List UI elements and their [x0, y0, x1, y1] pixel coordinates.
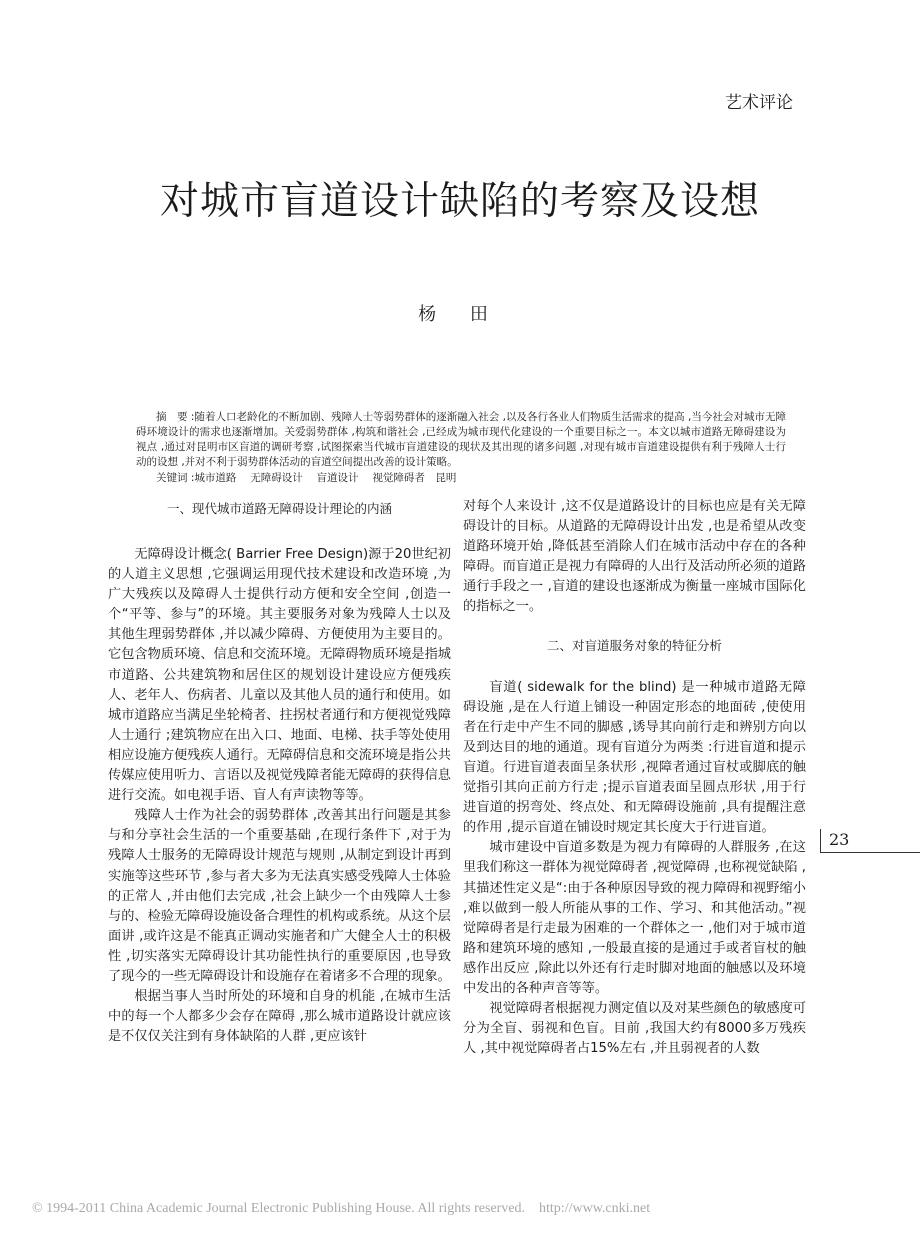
paragraph: 视觉障碍者根据视力测定值以及对某些颜色的敏感度可分为全盲、弱视和色盲。目前 ,我国大约有8000多万残疾人 ,其中视觉障碍者占15%左右 ,并且弱视者的人数: [463, 1001, 806, 1057]
paragraph: 残障人士作为社会的弱势群体 ,改善其出行问题是其参与和分享社会生活的一个重要基础 ,在现行条件下 ,对于为残障人士服务的无障碍设计规范与规则 ,从制定到设计再到实施等这些环节 ,参与者大多为无法真实感受残障人士体验的正常人 ,并由他们去完成 ,社会上缺少一个由残障人士参与的、检验无障碍设施设备合理性的机构或系统。从这个层面讲 ,或许这是不能真正调动实施者和广大健全人士的积极性 ,切实落实无障碍设计其功能性执行的重要原因 ,也导致了现今的一些无障碍设计和设施存在着诸多不合理的现象。: [108, 808, 451, 984]
page-number: 23: [820, 829, 920, 853]
section-heading-2: 二、对盲道服务对象的特征分析: [546, 637, 722, 653]
article-author: 杨 田: [418, 304, 502, 325]
paragraph: 城市建设中盲道多数是为视力有障碍的人群服务 ,在这里我们称这一群体为视觉障碍者 ,视觉障碍 ,也称视觉缺陷 ,其描述性定义是“:由于各种原因导致的视力障碍和视野缩小 ,难以做到一般人所能从事的工作、学习、和其他活动。”视觉障碍者是行走最为困难的一个群体之一 ,他们对于城市道路和建筑环境的感知 ,一般最直接的是通过手或者盲杖的触感作出反应 ,除此以外还有行走时脚对地面的触感以及环境中发出的各种声音等等。: [463, 840, 806, 996]
keywords: 关键词 :城市道路 无障碍设计 盲道设计 视觉障碍者 昆明: [156, 472, 457, 484]
abstract: 摘 要 :随着人口老龄化的不断加剧、残障人士等弱势群体的逐渐融入社会 ,以及各行各业人们物质生活需求的提高 ,当今社会对城市无障碍环境设计的需求也逐渐增加。关爱弱势群体 ,构筑和谐社会 ,已经成为城市现代化建设的一个重要目标之一。本文以城市道路无障碍建设为视点 ,通过对昆明市区盲道的调研考察 ,试图探索当代城市盲道建设的现状及其出现的诸多问题 ,对现有城市盲道建设提供有利于残障人士行动的设想 ,并对不利于弱势群体活动的盲道空间提出改善的设计策略。: [136, 411, 786, 468]
paragraph: 根据当事人当时所处的环境和自身的机能 ,在城市生活中的每一个人都多少会存在障碍 ,那么城市道路设计就应该是不仅仅关注到有身体缺陷的人群 ,更应该针: [108, 989, 451, 1045]
right-column: [463, 497, 806, 1059]
section-tag: 艺术评论: [725, 93, 793, 113]
section-heading-1: 一、现代城市道路无障碍设计理论的内涵: [166, 501, 392, 516]
copyright-notice: © 1994-2011 China Academic Journal Electronic Publishing House. All rights reserved. http://www.cnki.net: [32, 1201, 651, 1216]
left-column: [108, 497, 451, 1047]
article-title: 对城市盲道设计缺陷的考察及设想: [159, 179, 760, 224]
paragraph: 盲道( sidewalk for the blind) 是一种城市道路无障碍设施 ,是在人行道上铺设一种固定形态的地面砖 ,使使用者在行走中产生不同的脚感 ,诱导其向前行走和辨别方向以及到达目的地的通道。现有盲道分为两类 :行进盲道和提示盲道。行进盲道表面呈条状形 ,视障者通过盲杖或脚底的触觉指引其向正前方行走 ;提示盲道表面呈圆点形状 ,用于行进盲道的拐弯处、终点处、和无障碍设施前 ,具有提醒注意的作用 ,提示盲道在铺设时规定其长度大于行进盲道。: [463, 679, 806, 836]
paragraph: 无障碍设计概念( Barrier Free Design)源于20世纪初的人道主义思想 ,它强调运用现代技术建设和改造环境 ,为广大残疾以及障碍人士提供行动方便和安全空间 ,创造一个“平等、参与”的环境。其主要服务对象为残障人士以及其他生理弱势群体 ,并以减少障碍、方便使用为主要目的。它包含物质环境、信息和交流环境。无障碍物质环境是指城市道路、公共建筑物和居住区的规划设计建设应方便残疾人、老年人、伤病者、儿童以及其他人员的通行和使用。如城市道路应当满足坐轮椅者、拄拐杖者通行和方便视觉残障人士通行 ;建筑物应在出入口、地面、电梯、扶手等处使用相应设施方便残疾人通行。无障碍信息和交流环境是指公共传媒应使用听力、言语以及视觉残障者能无障碍的获得信息进行交流。如电视手语、盲人有声读物等等。: [108, 547, 451, 804]
paragraph: 对每个人来设计 ,这不仅是道路设计的目标也应是有关无障碍设计的目标。从道路的无障碍设计出发 ,也是希望从改变道路环境开始 ,降低甚至消除人们在城市活动中存在的各种障碍。而盲道正是视力有障碍的人出行及活动所必须的道路通行手段之一 ,盲道的建设也逐渐成为衡量一座城市国际化的指标之一。: [463, 499, 806, 615]
